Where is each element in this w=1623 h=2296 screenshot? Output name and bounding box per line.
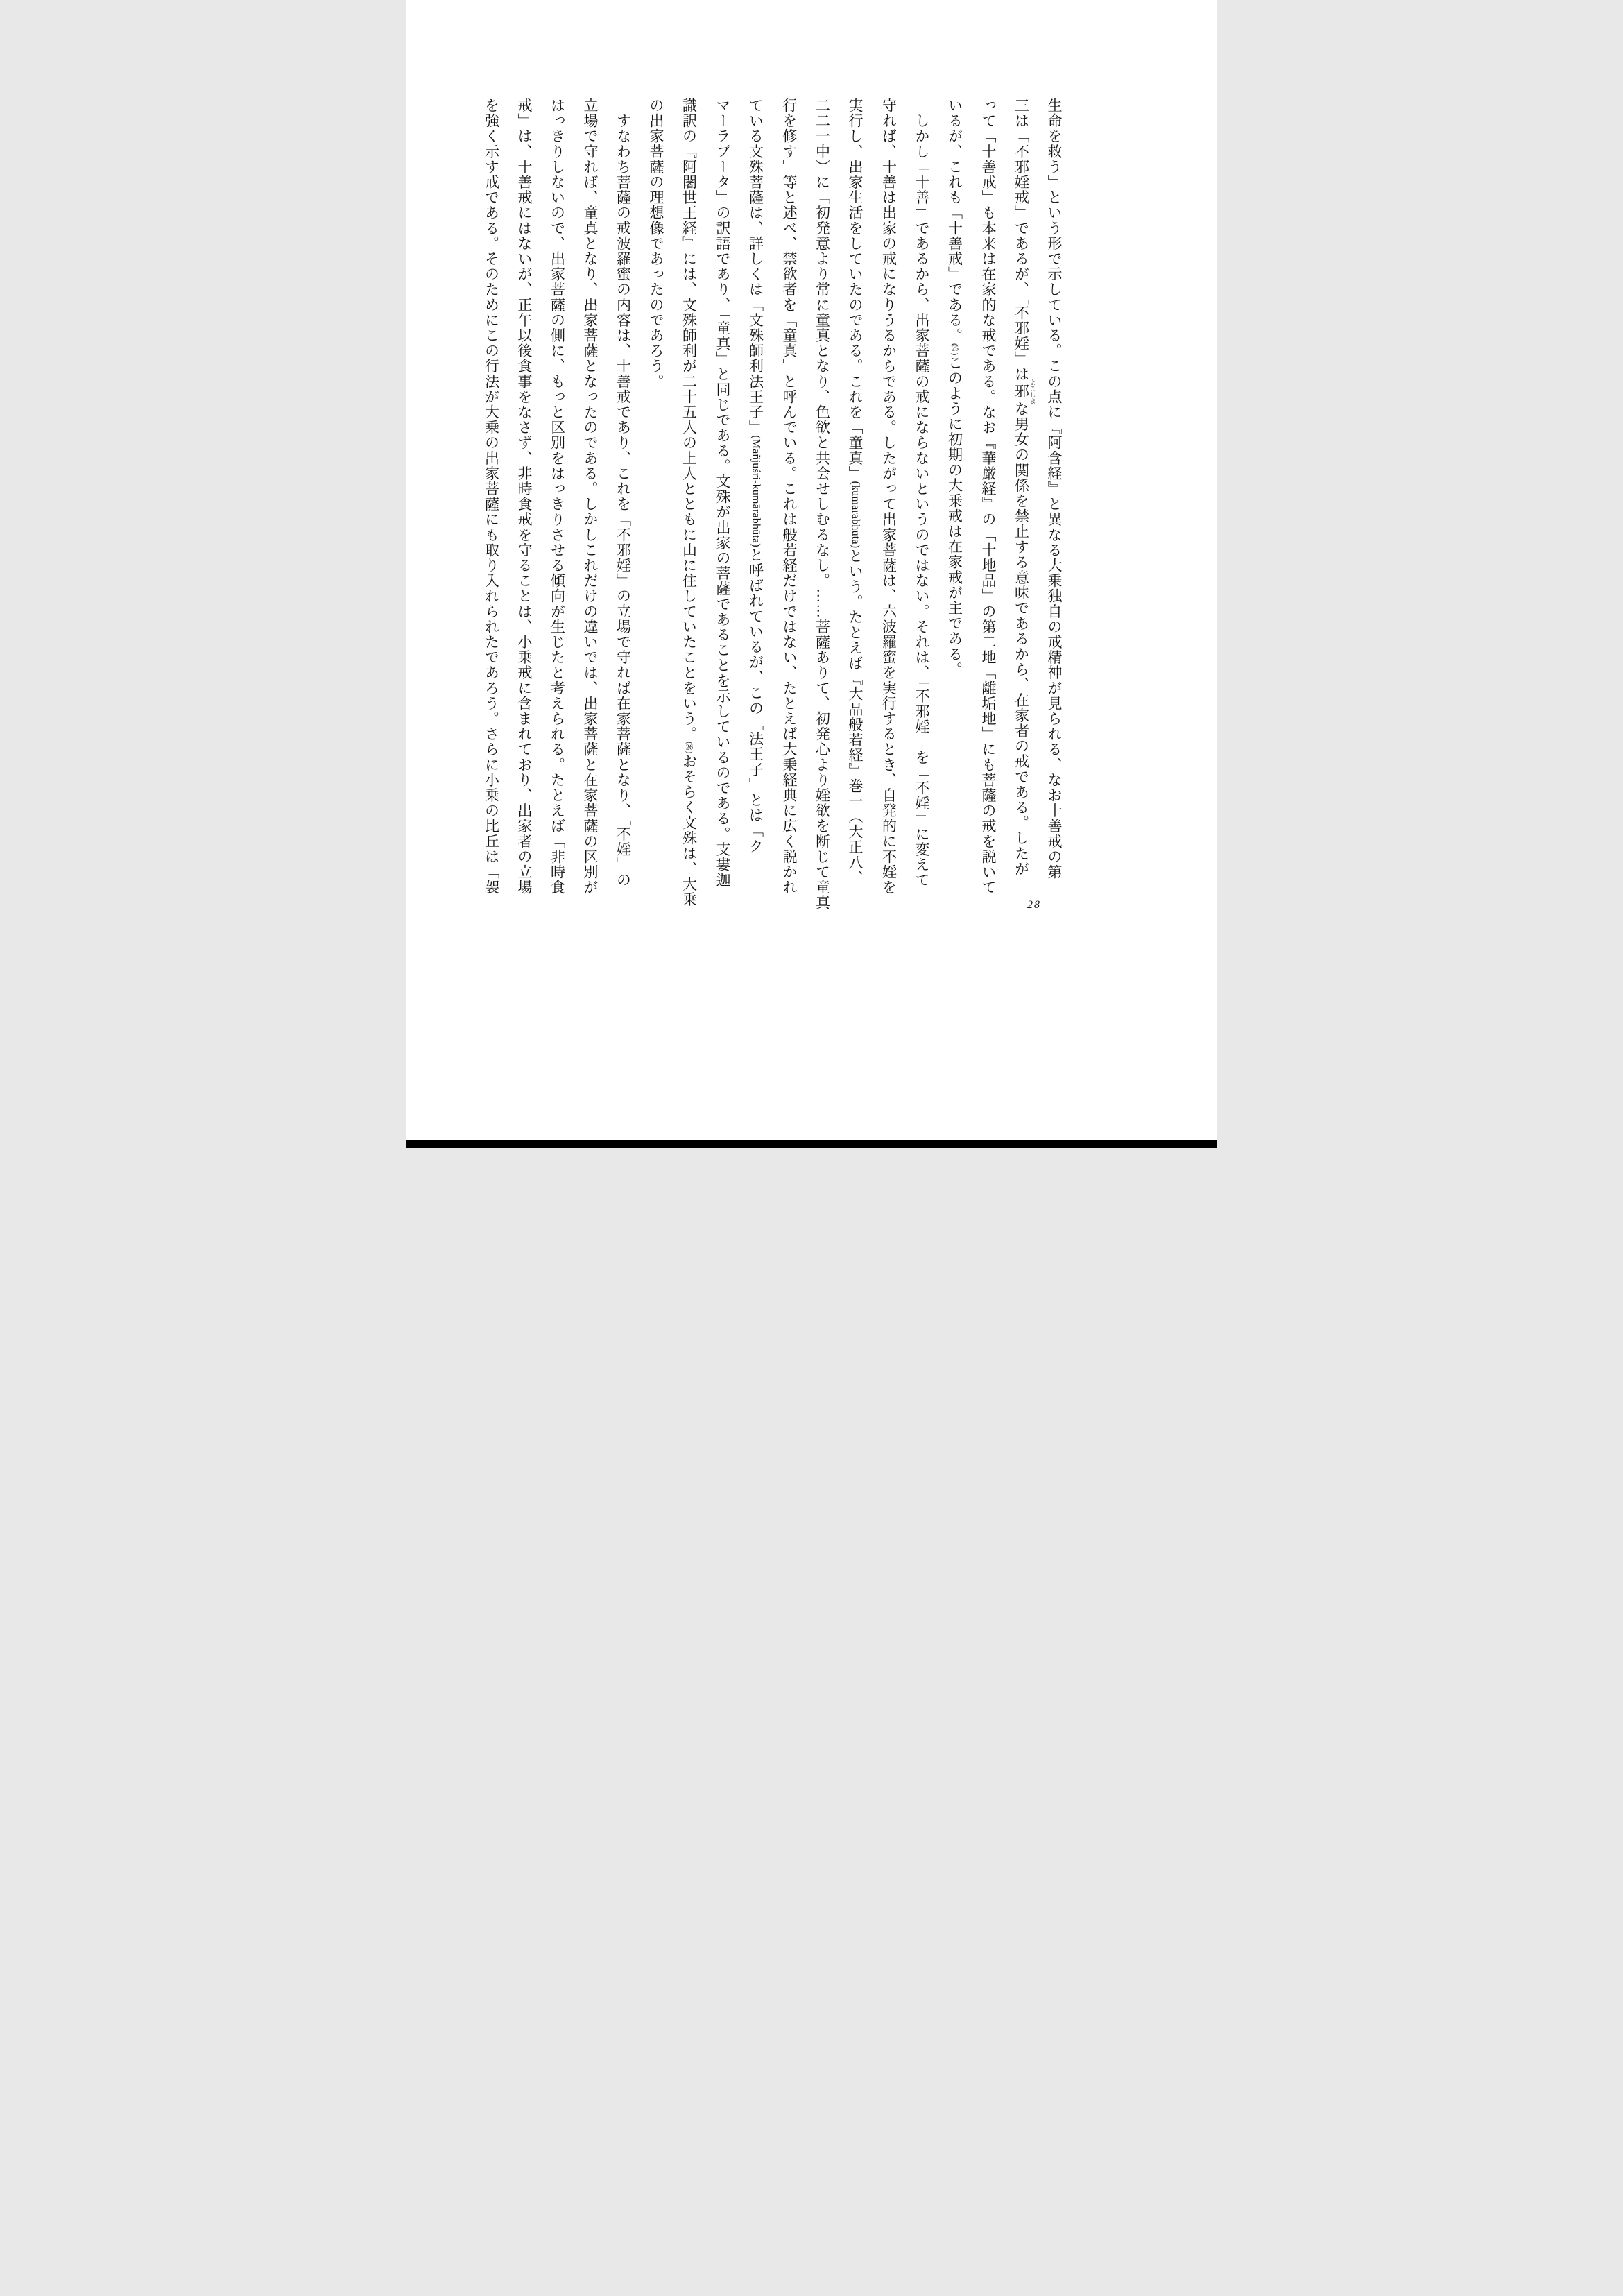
note-ref-25: (25) [950,343,959,355]
text-column-14 [606,98,639,888]
text-column-8 [805,98,839,911]
text-column-6 [872,98,905,896]
text-run: いるが、これも「十善戒」である。 [946,98,963,343]
text-column-7 [839,98,873,885]
text-column-13 [639,98,673,885]
text-run: マーラブータ」の訳語であり、「童真」と同じである。文殊が出家の菩薩であることを示しているのである。支婁迦 [714,98,731,888]
romanized-sanskrit: (kumārabhūta) [850,481,861,549]
text-run: おそらく文殊は、大乗 [680,753,698,907]
text-run: 戒」は、十善戒にはないが、正午以後食事をなさず、非時食戒を守ることは、小乗戒に含まれており、出家者の立場 [516,98,533,896]
text-run: という。たとえば『大品般若経』巻一（大正八、 [847,548,864,886]
text-column-15 [574,98,607,896]
text-run: 識訳の『阿闍世王経』には、文殊師利が二十五人の上人とともに山に住していたことをいう。 [680,98,698,742]
text-run: と呼ばれているが、この「法王子」とは「ク [747,547,764,854]
text-run: な男女の関係を禁止する意味であるから、在家者の戒である。したが [1013,401,1030,877]
text-run: 三は「不邪婬戒」であるが、「不邪婬」は [1013,98,1030,382]
scan-bottom-edge [406,1140,1217,1148]
text-run: しかし「十善」であるから、出家菩薩の戒にならないというのではない。それは、「不邪婬」を「不婬」に変えて [913,98,930,888]
text-column-5 [905,98,938,888]
text-column-1 [1038,98,1071,885]
text-run: って「十善戒」も本来は在家的な戒である。なお『華厳経』の「十地品」の第二地「離垢地」にも菩薩の戒を説いて [980,98,997,896]
note-ref-26: (26) [685,742,694,754]
text-run: はっきりしないので、出家菩薩の側に、もっと区別をはっきりさせる傾向が生じたと考えられる。たとえば「非時食 [549,98,566,896]
text-column-16 [540,98,574,896]
text-column-10 [739,98,773,885]
text-run: を強く示す戒である。そのためにこの行法が大乗の出家菩薩にも取り入れられたであろう。さらに小乗の比丘は「袈 [483,98,500,896]
text-column-18 [474,98,508,896]
text-run: 守れば、十善は出家の戒になりうるからである。したがって出家菩薩は、六波羅蜜を実行するとき、自発的に不婬を [880,98,898,896]
text-run: 生命を救う」という形で示している。この点に『阿含経』と異なる大乗独自の戒精神が見られる、なお十善戒の第 [1046,98,1063,880]
text-run: の出家菩薩の理想像であったのであろう。 [648,98,664,389]
text-run: 立場で守れば、童真となり、出家菩薩となったのである。しかしこれだけの違いでは、出家菩薩と在家菩薩の区別が [582,98,599,896]
text-run: 二二一中）に「初発意より常に童真となり、色欲と共会せしむるなし。……菩薩ありて、初発心より婬欲を断じて童真 [814,98,831,911]
text-column-2 [1004,98,1038,885]
text-column-9 [773,98,806,896]
text-column-17 [508,98,541,896]
furigana-term: 邪 よこしま [1013,379,1036,404]
text-run: ている文殊菩薩は、詳しくは「文殊師利法王子」 [747,98,764,436]
text-run: 実行し、出家生活をしていたのである。これを「童真」 [847,98,864,481]
book-page [406,0,1217,1148]
text-column-11 [706,98,739,888]
text-column-3 [972,98,1005,896]
text-run: このように初期の大乗戒は在家戒が主である。 [946,354,963,678]
text-run: すなわち菩薩の戒波羅蜜の内容は、十善戒であり、これを「不邪婬」の立場で守れば在家菩薩となり、「不婬」の [615,98,632,888]
text-column-4 [938,98,972,885]
romanized-sanskrit: (Mañjuśri-kumārabhūta) [750,435,762,547]
page-number: 28 [1027,899,1041,911]
text-column-12 [672,98,706,907]
text-run: 行を修す」等と述べ、禁欲者を「童真」と呼んでいる。これは般若経だけではない、たとえば大乗経典に広く説かれ [781,98,798,896]
